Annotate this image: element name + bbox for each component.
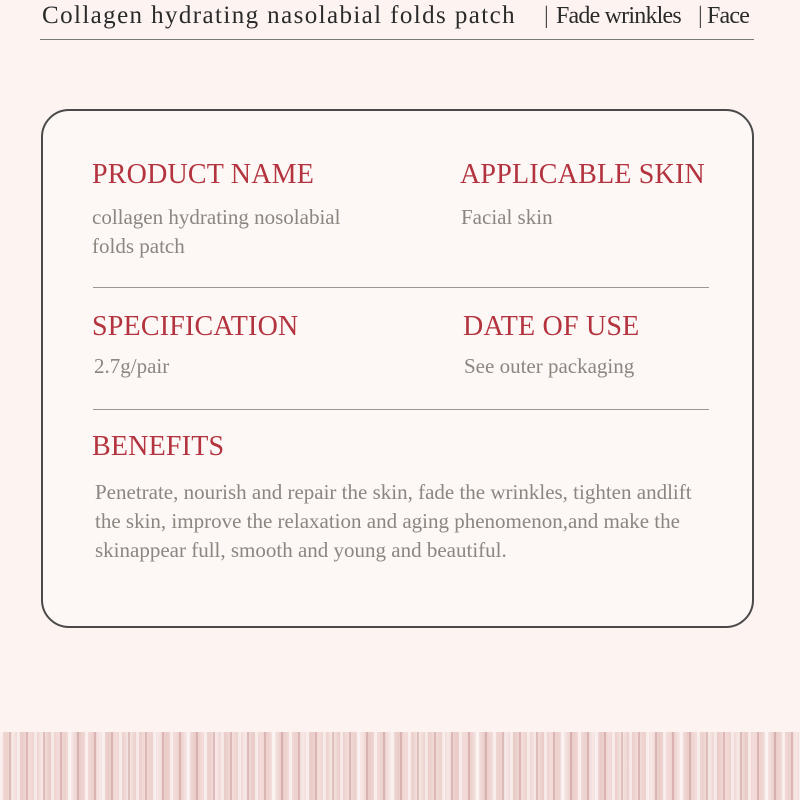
benefits-text: Penetrate, nourish and repair the skin, fade the wrinkles, tighten andlift the skin, improve the relaxation and aging phenomenon,and make the skinappear full, smooth and young and beautiful. (95, 480, 692, 562)
page-header (40, 0, 754, 40)
divider (93, 409, 709, 410)
specification-value: 2.7g/pair (94, 354, 170, 378)
applicable-skin-label: APPLICABLE SKIN (460, 159, 705, 190)
header-tag-face: Face (707, 3, 750, 29)
applicable-skin-value: Facial skin (461, 205, 553, 229)
decorative-stripe-band (0, 732, 800, 800)
date-of-use-label: DATE OF USE (463, 311, 640, 342)
product-name-value: collagen hydrating nosolabial folds patch (92, 205, 341, 258)
product-info-card (41, 109, 754, 628)
date-of-use-value: See outer packaging (464, 354, 635, 378)
product-name-label: PRODUCT NAME (92, 159, 315, 190)
header-tag-fade-wrinkles: Fade wrinkles (556, 3, 681, 29)
divider (93, 287, 709, 288)
header-separator: | (544, 3, 549, 29)
specification-label: SPECIFICATION (92, 311, 299, 342)
product-title: Collagen hydrating nasolabial folds patch (42, 2, 516, 29)
header-separator: | (698, 3, 703, 29)
benefits-label: BENEFITS (92, 431, 225, 462)
